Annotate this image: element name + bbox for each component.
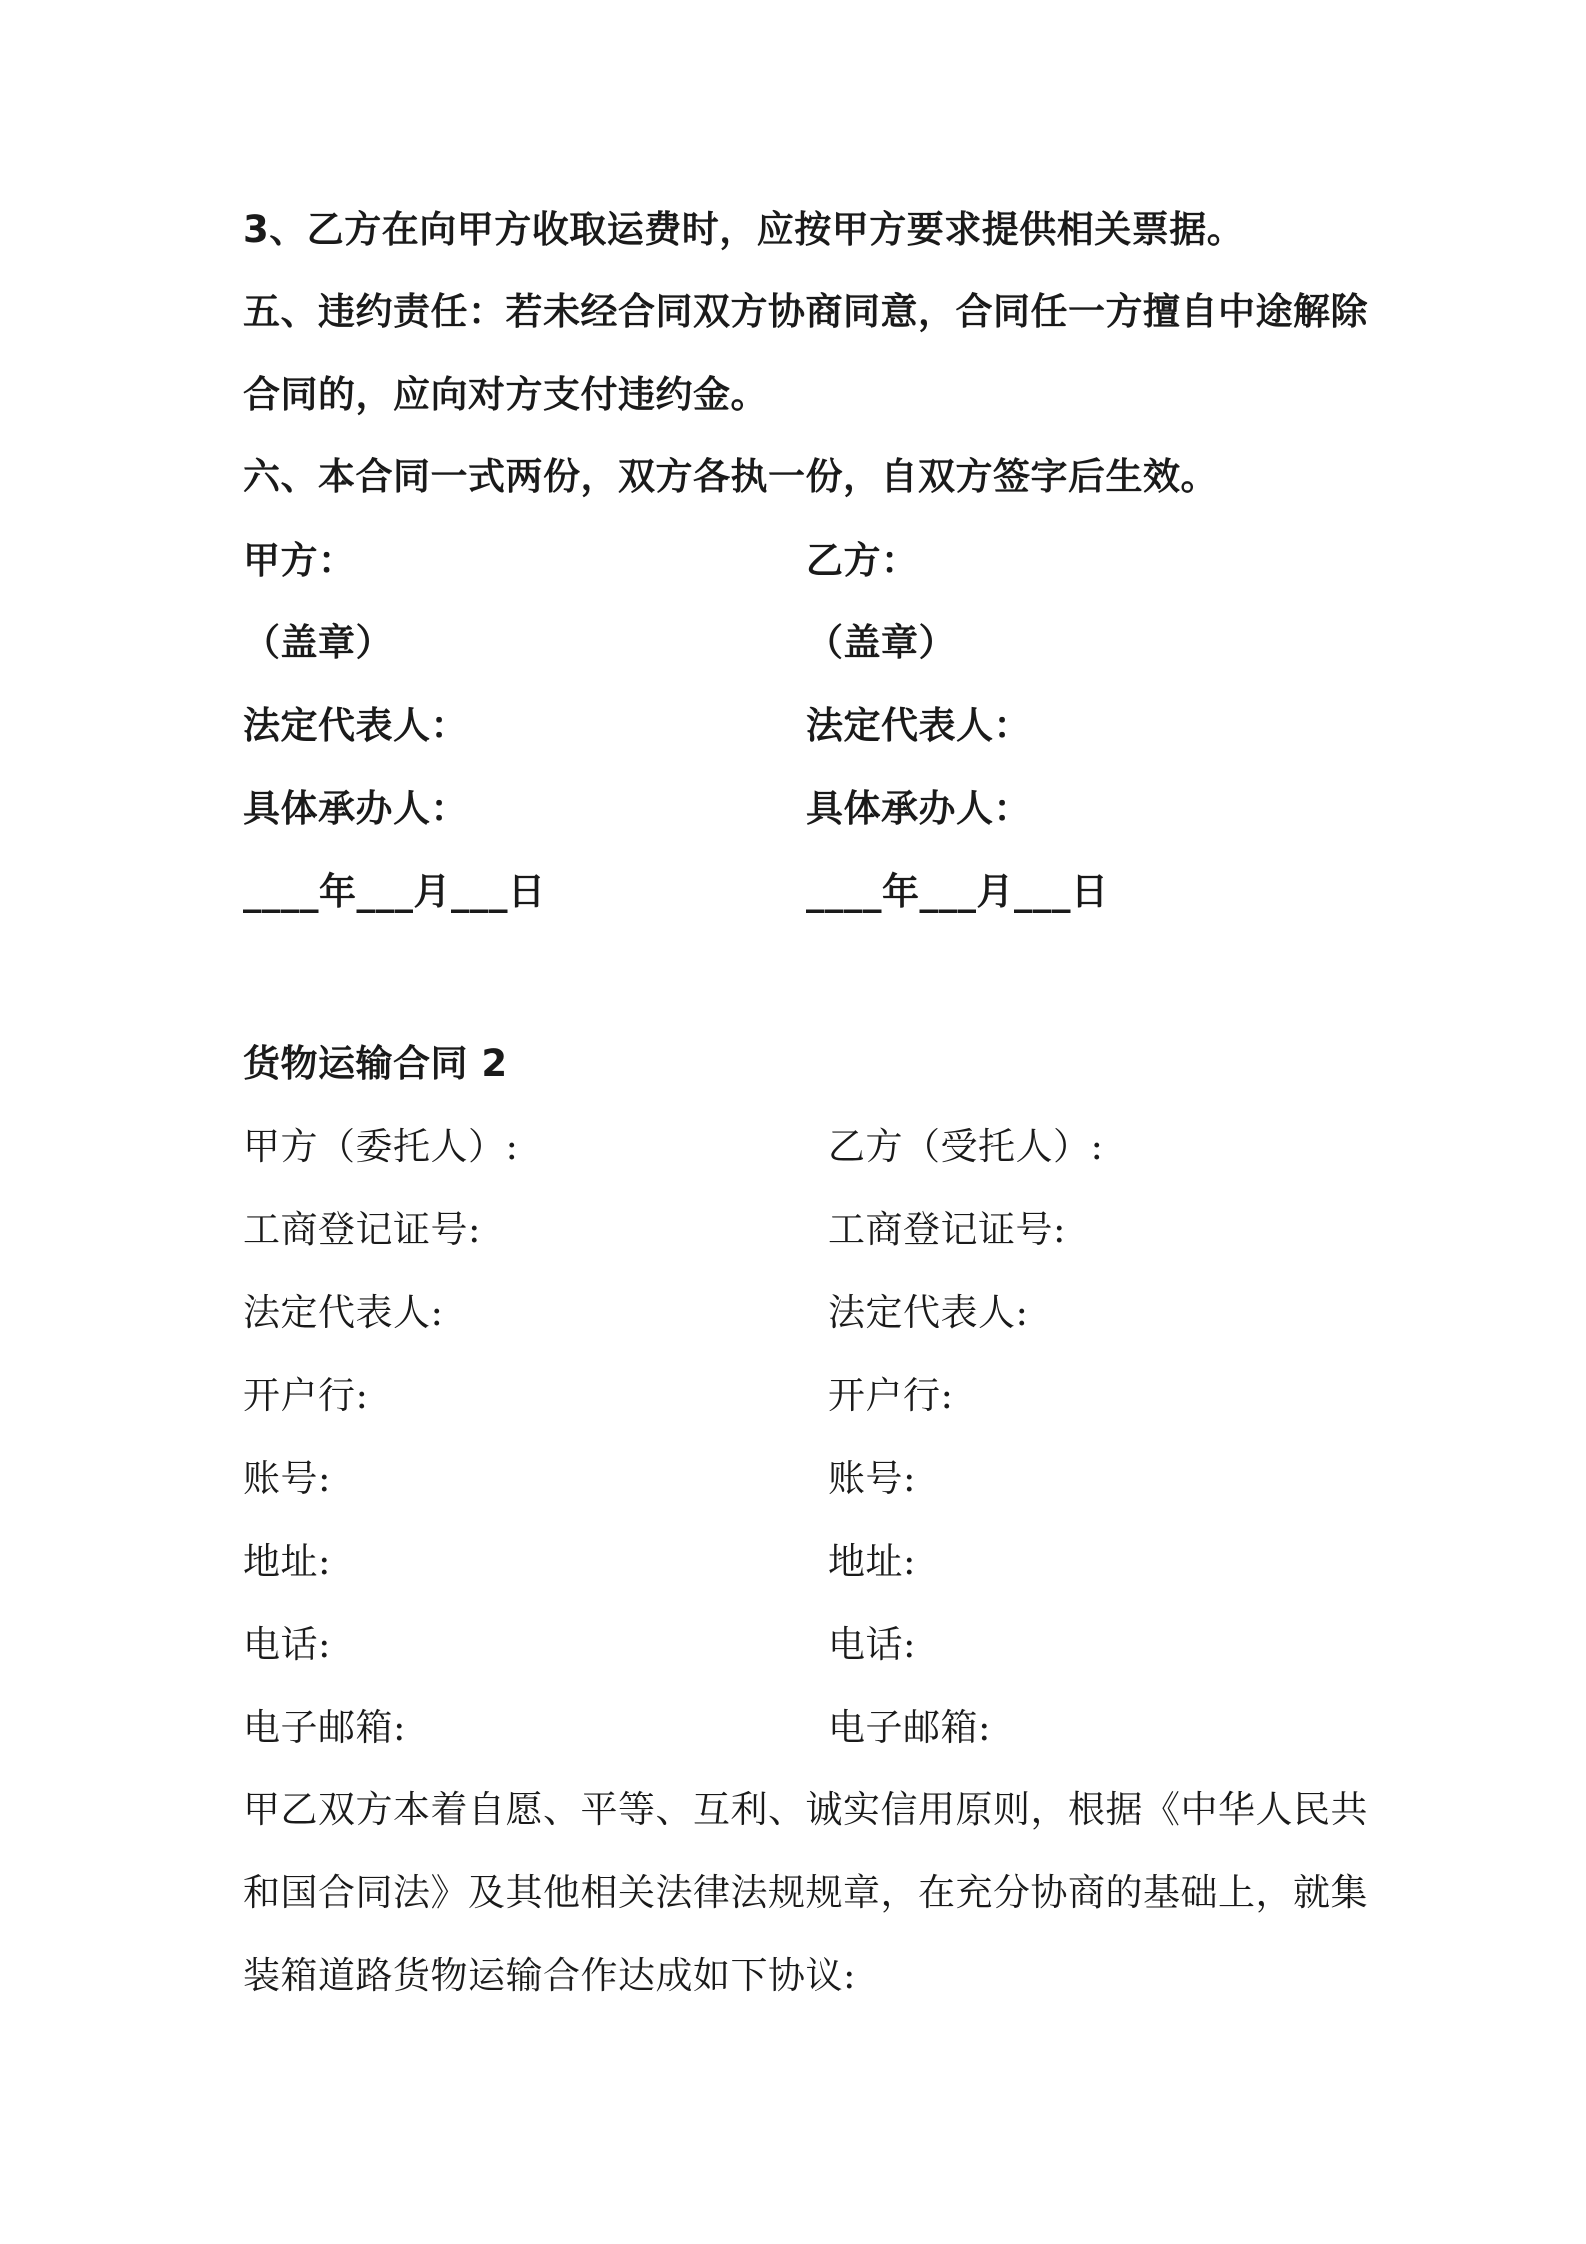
preamble-line-3: 装箱道路货物运输合作达成如下协议: [243, 1954, 856, 1997]
party-a-bank: 开户行: [243, 1374, 369, 1417]
sig-party-b-legal-rep: 法定代表人： [806, 704, 1031, 747]
party-a-reg-no: 工商登记证号: [243, 1208, 481, 1251]
party-b-phone: 电话: [828, 1623, 916, 1666]
contract-2-title: 货物运输合同 2 [243, 1042, 508, 1085]
clause-6: 六、本合同一式两份，双方各执一份，自双方签字后生效。 [243, 455, 1218, 498]
party-a-phone: 电话: [243, 1623, 331, 1666]
sig-party-b-seal: （盖章） [806, 621, 956, 664]
sig-party-a-name: 甲方： [243, 539, 356, 582]
sig-party-a-date: ____年___月___日 [243, 870, 546, 913]
sig-party-a-handler: 具体承办人： [243, 787, 468, 830]
party-b-name: 乙方（受托人）: [828, 1125, 1104, 1168]
party-b-legal-rep: 法定代表人: [828, 1291, 1029, 1334]
party-b-email: 电子邮箱: [828, 1706, 991, 1749]
sig-party-b-name: 乙方： [806, 539, 919, 582]
clause-5-line-1: 五、违约责任：若未经合同双方协商同意，合同任一方擅自中途解除 [243, 290, 1368, 333]
party-b-bank: 开户行: [828, 1374, 954, 1417]
clause-3: 3、乙方在向甲方收取运费时，应按甲方要求提供相关票据。 [243, 208, 1245, 251]
party-a-name: 甲方（委托人）: [243, 1125, 519, 1168]
sig-party-b-date: ____年___月___日 [806, 870, 1109, 913]
party-a-email: 电子邮箱: [243, 1706, 406, 1749]
party-b-reg-no: 工商登记证号: [828, 1208, 1066, 1251]
party-a-legal-rep: 法定代表人: [243, 1291, 444, 1334]
sig-party-a-legal-rep: 法定代表人： [243, 704, 468, 747]
preamble-line-2: 和国合同法》及其他相关法律法规规章，在充分协商的基础上，就集 [243, 1871, 1368, 1914]
party-b-address: 地址: [828, 1540, 916, 1583]
sig-party-a-seal: （盖章） [243, 621, 393, 664]
party-a-account: 账号: [243, 1457, 331, 1500]
party-a-address: 地址: [243, 1540, 331, 1583]
sig-party-b-handler: 具体承办人： [806, 787, 1031, 830]
party-b-account: 账号: [828, 1457, 916, 1500]
preamble-line-1: 甲乙双方本着自愿、平等、互利、诚实信用原则，根据《中华人民共 [243, 1788, 1368, 1831]
clause-5-line-2: 合同的，应向对方支付违约金。 [243, 373, 768, 416]
